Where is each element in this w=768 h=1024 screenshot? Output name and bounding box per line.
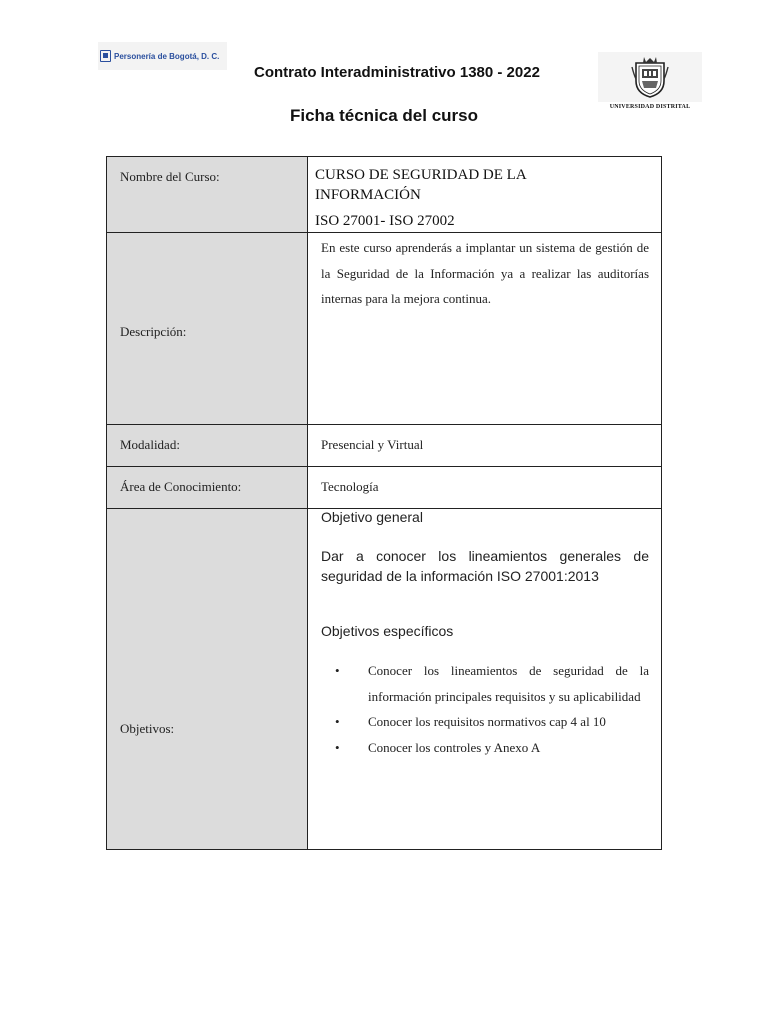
modality-label: Modalidad: — [120, 437, 180, 452]
row-course-name — [107, 157, 661, 233]
personeria-logo-text: Personería de Bogotá, D. C. — [114, 51, 220, 61]
row-description — [107, 233, 661, 425]
bullet-icon: • — [335, 714, 340, 729]
description-text: En este curso aprenderás a implantar un sistema de gestión de la Seguridad de la Información ya a realizar las auditorías internas para la mejora continua. — [321, 240, 649, 306]
specific-objectives-heading: Objetivos específicos — [321, 623, 454, 639]
general-objective-text: Dar a conocer los lineamientos generales de seguridad de la información ISO 27001:2013 — [321, 548, 649, 584]
row-knowledge-area — [107, 467, 661, 509]
contract-heading: Contrato Interadministrativo 1380 - 2022 — [254, 64, 540, 81]
row-objectives — [107, 509, 661, 849]
description-label: Descripción: — [120, 324, 187, 339]
list-item: • Conocer los requisitos normativos cap 4 al 10 — [335, 709, 649, 735]
course-iso-value: ISO 27001- ISO 27002 — [315, 213, 455, 229]
university-logo-text: UNIVERSIDAD DISTRITAL — [609, 104, 691, 110]
bullet-icon: • — [335, 663, 340, 678]
course-name-value: CURSO DE SEGURIDAD DE LA INFORMACIÓN — [315, 167, 526, 203]
bullet-icon: • — [335, 739, 340, 755]
university-seal-icon — [630, 55, 670, 99]
list-item: • Conocer los controles y Anexo A — [335, 735, 649, 761]
knowledge-area-value: Tecnología — [321, 479, 379, 494]
document-title: Ficha técnica del curso — [289, 106, 478, 125]
row-modality — [107, 425, 661, 467]
specific-objectives-list — [335, 658, 649, 760]
personeria-logo — [98, 42, 227, 70]
universidad-distrital-logo — [598, 52, 702, 114]
personeria-emblem-icon — [100, 50, 111, 62]
course-datasheet-table — [106, 156, 662, 850]
general-objective-heading: Objetivo general — [321, 509, 423, 525]
course-name-label: Nombre del Curso: — [120, 169, 220, 184]
objectives-label: Objetivos: — [120, 721, 175, 736]
knowledge-area-label: Área de Conocimiento: — [120, 479, 242, 494]
list-item: • Conocer los lineamientos de seguridad de la información principales requisitos y su aplicabilidad — [335, 658, 649, 709]
modality-value: Presencial y Virtual — [321, 437, 424, 452]
